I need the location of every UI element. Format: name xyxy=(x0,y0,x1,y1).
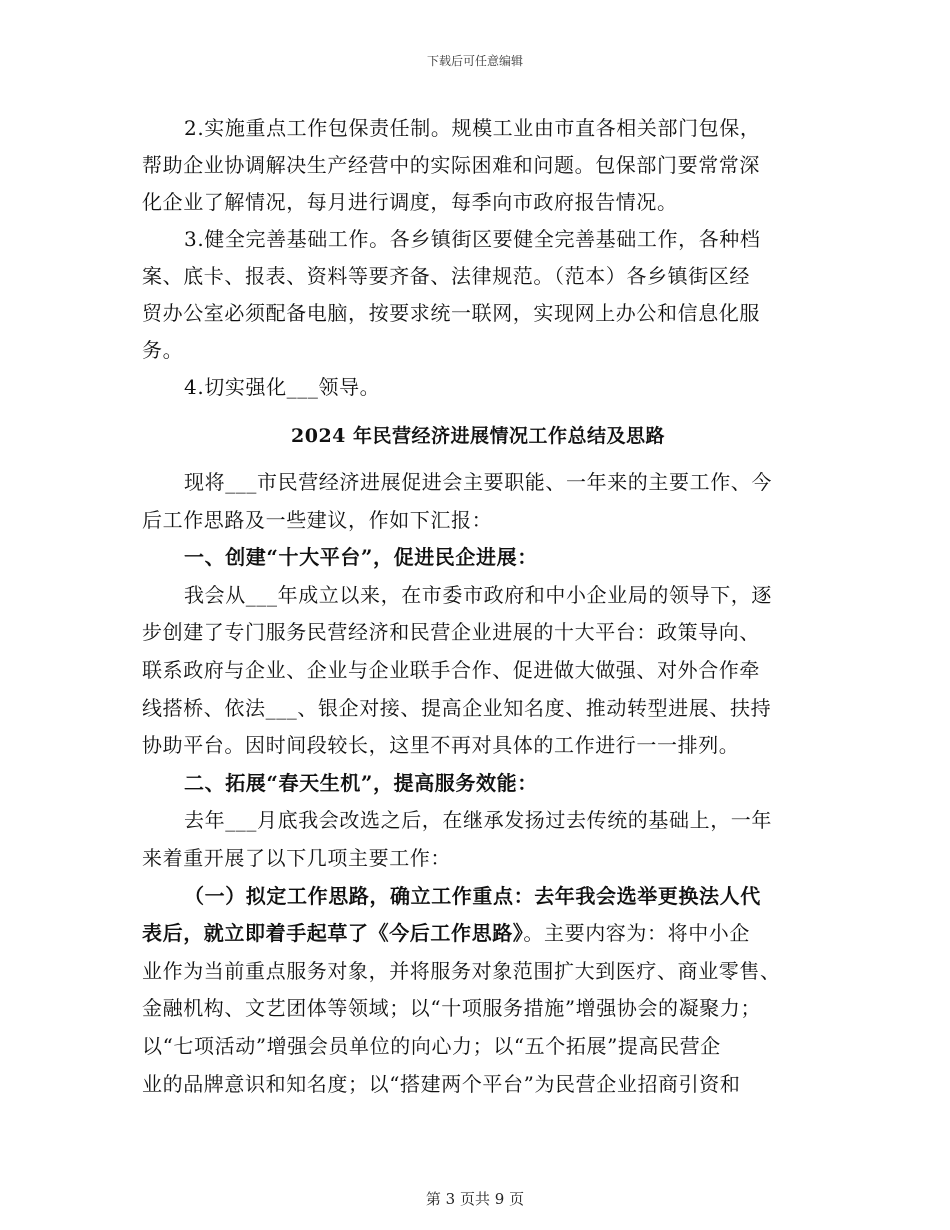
text-line: 案、底卡、报表、资料等要齐备、法律规范。（范本）各乡镇街区经 xyxy=(142,264,750,288)
text-line: 现将___市民营经济进展促进会主要职能、一年来的主要工作、今 xyxy=(184,470,772,494)
paragraph-item-2 xyxy=(142,110,814,221)
text-line: 协助平台。因时间段较长，这里不再对具体的工作进行一一排列。 xyxy=(142,733,740,758)
text-line: 贸办公室必须配备电脑，按要求统一联网，实现网上办公和信息化服 xyxy=(142,301,760,325)
text-line: 步创建了专门服务民营经济和民营企业进展的十大平台：政策导向、 xyxy=(142,620,760,645)
text-line-mixed xyxy=(142,915,814,953)
section-2-paragraph xyxy=(142,802,814,877)
document-body xyxy=(142,110,814,1103)
text-line: 联系政府与企业、企业与企业联手合作、促进做大做强、对外合作牵 xyxy=(142,657,760,682)
text-line: 务。 xyxy=(142,338,184,362)
text-line: 业的品牌意识和知名度；以“搭建两个平台”为民营企业招商引资和 xyxy=(142,1071,741,1096)
text-line: 后工作思路及一些建议，作如下汇报： xyxy=(142,507,493,532)
text-line: 来着重开展了以下几项主要工作： xyxy=(142,845,451,870)
paragraph-item-4 xyxy=(142,369,814,406)
bold-text-span: 表后，就立即着手起草了《今后工作思路》 xyxy=(142,921,524,946)
section-title: 2024 年民营经济进展情况工作总结及思路 xyxy=(291,425,665,447)
paragraph-item-3 xyxy=(142,221,814,369)
text-line: 帮助企业协调解决生产经营中的实际困难和问题。包保部门要常常深 xyxy=(142,153,760,177)
text-span: 。主要内容为：将中小企 xyxy=(523,921,751,946)
text-line: 我会从___年成立以来，在市委市政府和中小企业局的领导下，逐 xyxy=(184,582,772,607)
running-header: 下载后可任意编辑 xyxy=(426,54,523,68)
text-line: 去年___月底我会改选之后，在继承发扬过去传统的基础上，一年 xyxy=(184,808,772,833)
text-line: 化企业了解情况，每月进行调度，每季向市政府报告情况。 xyxy=(142,190,678,214)
text-line: 3.健全完善基础工作。各乡镇街区要健全完善基础工作，各种档 xyxy=(184,227,761,251)
text-line: 业作为当前重点服务对象，并将服务对象范围扩大到医疗、商业零售、 xyxy=(142,958,781,983)
subsection-1-paragraph xyxy=(142,878,814,1104)
section-1-paragraph xyxy=(142,577,814,765)
text-line: 2.实施重点工作包保责任制。规模工业由市直各相关部门包保， xyxy=(184,116,761,140)
heading-section-2: 二、拓展“春天生机”，提高服务效能： xyxy=(184,770,538,795)
text-line: 金融机构、文艺团体等领域；以“十项服务措施”增强协会的凝聚力； xyxy=(142,996,762,1021)
text-line: 线搭桥、依法___、银企对接、提高企业知名度、推动转型进展、扶持 xyxy=(142,695,772,720)
text-line: 以“七项活动”增强会员单位的向心力；以“五个拓展”提高民营企 xyxy=(142,1033,721,1058)
intro-paragraph xyxy=(142,464,814,539)
page-number-footer: 第 3 页共 9 页 xyxy=(425,1190,525,1208)
bold-text-line: （一）拟定工作思路，确立工作重点：去年我会选举更换法人代 xyxy=(184,883,761,908)
heading-section-1: 一、创建“十大平台”，促进民企进展： xyxy=(184,545,538,570)
text-line: 4.切实强化___领导。 xyxy=(184,375,381,399)
